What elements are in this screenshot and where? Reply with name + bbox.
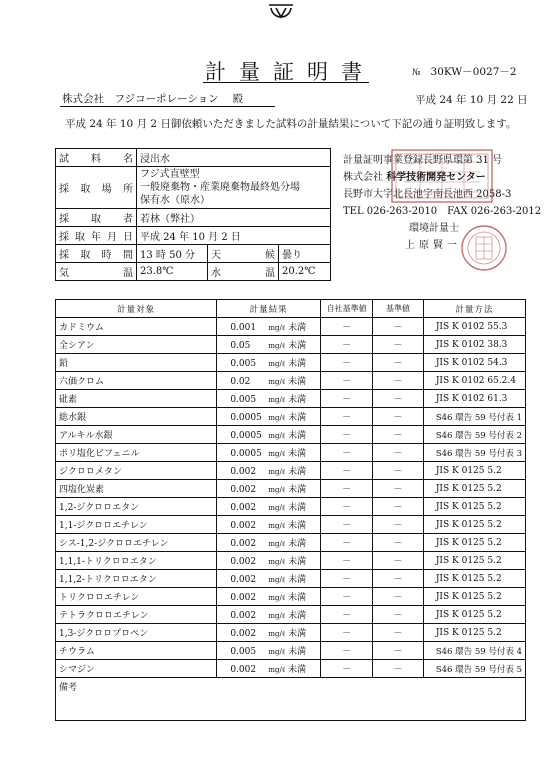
result-qualifier: 未満 bbox=[288, 593, 307, 603]
result-value: 0.05 bbox=[230, 341, 251, 351]
result-method: S46 環告 59 号付表 1 bbox=[423, 408, 525, 426]
result-cell bbox=[217, 660, 321, 678]
result-cell bbox=[217, 606, 321, 624]
result-standard: － bbox=[373, 624, 424, 642]
result-standard: － bbox=[373, 372, 424, 390]
result-self-standard: － bbox=[320, 498, 372, 516]
client-company: 株式会社 フジコーポレーション bbox=[62, 93, 219, 105]
header-self-standard: 自社基準値 bbox=[320, 300, 372, 318]
result-value: 0.002 bbox=[230, 521, 257, 531]
result-qualifier: 未満 bbox=[288, 557, 307, 567]
table-row bbox=[56, 624, 526, 642]
result-item: ポリ塩化ビフェニル bbox=[56, 444, 217, 462]
company-logo-icon bbox=[267, 2, 295, 24]
result-value: 0.002 bbox=[230, 629, 257, 639]
result-value: 0.001 bbox=[230, 323, 257, 333]
notes-label: 備考 bbox=[56, 678, 526, 721]
result-method: JIS K 0102 61.3 bbox=[423, 390, 525, 408]
result-self-standard: － bbox=[320, 480, 372, 498]
result-qualifier: 未満 bbox=[288, 359, 307, 369]
result-standard: － bbox=[373, 426, 424, 444]
result-value: 0.002 bbox=[230, 611, 257, 621]
table-row bbox=[56, 660, 526, 678]
result-unit: mg/ℓ bbox=[268, 450, 286, 458]
result-unit: mg/ℓ bbox=[268, 396, 286, 404]
result-qualifier: 未満 bbox=[288, 413, 307, 423]
date-label-text: 採 取 年 月 日 bbox=[59, 232, 133, 243]
result-unit: mg/ℓ bbox=[268, 360, 286, 368]
sample-name-label bbox=[56, 149, 137, 167]
result-self-standard: － bbox=[320, 552, 372, 570]
collector-label-text: 採 取 者 bbox=[59, 214, 133, 225]
result-method: JIS K 0102 55.3 bbox=[423, 318, 525, 336]
result-standard: － bbox=[373, 354, 424, 372]
result-qualifier: 未満 bbox=[288, 395, 307, 405]
result-method: S46 環告 59 号付表 2 bbox=[423, 426, 525, 444]
place-value bbox=[137, 167, 331, 209]
result-standard: － bbox=[373, 642, 424, 660]
results-body bbox=[56, 318, 526, 678]
table-row bbox=[56, 642, 526, 660]
company-prefix: 株式会社 bbox=[343, 172, 383, 183]
table-row bbox=[56, 498, 526, 516]
result-cell bbox=[217, 570, 321, 588]
result-value: 0.002 bbox=[230, 467, 257, 477]
result-method: JIS K 0125 5.2 bbox=[423, 588, 525, 606]
weather-label-text: 天 候 bbox=[211, 250, 275, 261]
document-number bbox=[412, 64, 517, 79]
table-row bbox=[56, 516, 526, 534]
result-item: 1,1,2-トリクロロエタン bbox=[56, 570, 217, 588]
result-cell bbox=[217, 336, 321, 354]
result-item: トリクロロエチレン bbox=[56, 588, 217, 606]
result-method: S46 環告 59 号付表 5 bbox=[423, 660, 525, 678]
place-line-2: 一般廃棄物・産業廃棄物最終処分場 bbox=[140, 182, 300, 193]
result-unit: mg/ℓ bbox=[268, 504, 286, 512]
time-value: 13 時 50 分 bbox=[137, 245, 208, 263]
result-standard: － bbox=[373, 462, 424, 480]
official-title: 環境計量士 bbox=[409, 223, 459, 234]
result-cell bbox=[217, 498, 321, 516]
collector-label bbox=[56, 209, 137, 227]
result-qualifier: 未満 bbox=[288, 665, 307, 675]
result-cell bbox=[217, 318, 321, 336]
table-row bbox=[56, 588, 526, 606]
result-unit: mg/ℓ bbox=[268, 522, 286, 530]
result-self-standard: － bbox=[320, 606, 372, 624]
result-item: 六価クロム bbox=[56, 372, 217, 390]
result-item: アルキル水銀 bbox=[56, 426, 217, 444]
header-item: 計量対象 bbox=[56, 300, 217, 318]
result-qualifier: 未満 bbox=[288, 341, 307, 351]
result-unit: mg/ℓ bbox=[268, 342, 286, 350]
result-self-standard: － bbox=[320, 426, 372, 444]
result-method: JIS K 0125 5.2 bbox=[423, 498, 525, 516]
result-item: 総水銀 bbox=[56, 408, 217, 426]
result-value: 0.0005 bbox=[230, 413, 262, 423]
result-item: 四塩化炭素 bbox=[56, 480, 217, 498]
certifier-phone-fax: TEL 026-263-2010 FAX 026-263-2012 bbox=[343, 206, 542, 217]
result-unit: mg/ℓ bbox=[268, 324, 286, 332]
result-method: JIS K 0125 5.2 bbox=[423, 624, 525, 642]
result-unit: mg/ℓ bbox=[268, 378, 286, 386]
sample-name-label-text: 試 料 名 bbox=[59, 154, 133, 165]
result-self-standard: － bbox=[320, 390, 372, 408]
result-item: ジクロロメタン bbox=[56, 462, 217, 480]
date-value: 平成 24 年 10 月 2 日 bbox=[137, 227, 331, 245]
result-method: JIS K 0125 5.2 bbox=[423, 480, 525, 498]
results-header-row bbox=[56, 300, 526, 318]
table-row bbox=[56, 318, 526, 336]
result-standard: － bbox=[373, 480, 424, 498]
result-self-standard: － bbox=[320, 624, 372, 642]
official-seal-icon bbox=[460, 224, 508, 272]
result-unit: mg/ℓ bbox=[268, 612, 286, 620]
result-standard: － bbox=[373, 660, 424, 678]
weather-label bbox=[208, 245, 279, 263]
result-value: 0.005 bbox=[230, 395, 257, 405]
result-value: 0.002 bbox=[230, 665, 257, 675]
result-cell bbox=[217, 624, 321, 642]
result-qualifier: 未満 bbox=[288, 629, 307, 639]
table-row bbox=[56, 552, 526, 570]
table-row bbox=[56, 534, 526, 552]
certifier-address: 長野市大字北長池字南長池西 2058-3 bbox=[343, 189, 512, 200]
result-item: シマジン bbox=[56, 660, 217, 678]
result-qualifier: 未満 bbox=[288, 377, 307, 387]
result-cell bbox=[217, 516, 321, 534]
result-method: JIS K 0125 5.2 bbox=[423, 516, 525, 534]
result-item: テトラクロロエチレン bbox=[56, 606, 217, 624]
sample-name-value: 浸出水 bbox=[137, 149, 331, 167]
result-cell bbox=[217, 408, 321, 426]
weather-value: 曇り bbox=[279, 245, 331, 263]
result-method: S46 環告 59 号付表 3 bbox=[423, 444, 525, 462]
result-value: 0.002 bbox=[230, 593, 257, 603]
water-temp-value: 20.2℃ bbox=[279, 263, 331, 281]
table-row bbox=[56, 408, 526, 426]
time-label bbox=[56, 245, 137, 263]
client-honorific: 殿 bbox=[232, 93, 244, 105]
result-standard: － bbox=[373, 534, 424, 552]
result-self-standard: － bbox=[320, 336, 372, 354]
result-standard: － bbox=[373, 444, 424, 462]
result-standard: － bbox=[373, 390, 424, 408]
table-row bbox=[56, 426, 526, 444]
result-self-standard: － bbox=[320, 660, 372, 678]
result-value: 0.02 bbox=[230, 377, 251, 387]
result-self-standard: － bbox=[320, 642, 372, 660]
result-cell bbox=[217, 534, 321, 552]
result-qualifier: 未満 bbox=[288, 521, 307, 531]
result-unit: mg/ℓ bbox=[268, 432, 286, 440]
result-cell bbox=[217, 552, 321, 570]
table-row bbox=[56, 372, 526, 390]
result-cell bbox=[217, 480, 321, 498]
result-method: JIS K 0125 5.2 bbox=[423, 570, 525, 588]
result-cell bbox=[217, 588, 321, 606]
result-value: 0.002 bbox=[230, 503, 257, 513]
result-standard: － bbox=[373, 336, 424, 354]
client-name bbox=[62, 91, 243, 106]
result-self-standard: － bbox=[320, 462, 372, 480]
result-self-standard: － bbox=[320, 318, 372, 336]
result-unit: mg/ℓ bbox=[268, 468, 286, 476]
result-item: 砒素 bbox=[56, 390, 217, 408]
result-standard: － bbox=[373, 588, 424, 606]
result-qualifier: 未満 bbox=[288, 611, 307, 621]
company-name: 科学技術開発センター bbox=[386, 172, 486, 183]
result-qualifier: 未満 bbox=[288, 323, 307, 333]
result-qualifier: 未満 bbox=[288, 575, 307, 585]
table-row bbox=[56, 444, 526, 462]
result-unit: mg/ℓ bbox=[268, 666, 286, 674]
table-row bbox=[56, 606, 526, 624]
result-self-standard: － bbox=[320, 444, 372, 462]
document-number-label: № bbox=[412, 68, 421, 78]
result-method: JIS K 0125 5.2 bbox=[423, 462, 525, 480]
table-row bbox=[56, 390, 526, 408]
place-label-text: 採 取 場 所 bbox=[59, 184, 133, 195]
result-standard: － bbox=[373, 318, 424, 336]
result-cell bbox=[217, 372, 321, 390]
result-self-standard: － bbox=[320, 354, 372, 372]
result-value: 0.002 bbox=[230, 557, 257, 567]
result-method: JIS K 0102 38.3 bbox=[423, 336, 525, 354]
results-table bbox=[55, 299, 526, 721]
result-self-standard: － bbox=[320, 372, 372, 390]
intro-text: 平成 24 年 10 月 2 日御依頼いただきました試料の計量結果について下記の通り証明致します。 bbox=[65, 118, 517, 130]
result-standard: － bbox=[373, 408, 424, 426]
result-unit: mg/ℓ bbox=[268, 558, 286, 566]
result-value: 0.002 bbox=[230, 575, 257, 585]
registration-number: 計量証明事業登録長野県環第 31 号 bbox=[343, 155, 503, 166]
result-unit: mg/ℓ bbox=[268, 486, 286, 494]
result-method: JIS K 0102 54.3 bbox=[423, 354, 525, 372]
result-qualifier: 未満 bbox=[288, 539, 307, 549]
result-self-standard: － bbox=[320, 516, 372, 534]
result-self-standard: － bbox=[320, 408, 372, 426]
issue-date: 平成 24 年 10 月 22 日 bbox=[415, 94, 528, 106]
result-unit: mg/ℓ bbox=[268, 414, 286, 422]
result-item: カドミウム bbox=[56, 318, 217, 336]
result-unit: mg/ℓ bbox=[268, 594, 286, 602]
result-item: 1,1,1-トリクロロエタン bbox=[56, 552, 217, 570]
result-item: 1,1-ジクロロエチレン bbox=[56, 516, 217, 534]
result-value: 0.0005 bbox=[230, 431, 262, 441]
place-label bbox=[56, 167, 137, 209]
result-method: S46 環告 59 号付表 4 bbox=[423, 642, 525, 660]
result-qualifier: 未満 bbox=[288, 467, 307, 477]
result-self-standard: － bbox=[320, 570, 372, 588]
client-underline bbox=[60, 106, 275, 107]
result-self-standard: － bbox=[320, 534, 372, 552]
air-temp-label bbox=[56, 263, 137, 281]
result-qualifier: 未満 bbox=[288, 431, 307, 441]
result-cell bbox=[217, 390, 321, 408]
result-standard: － bbox=[373, 516, 424, 534]
result-cell bbox=[217, 642, 321, 660]
table-row bbox=[56, 354, 526, 372]
company-seal-icon bbox=[390, 148, 494, 204]
result-value: 0.005 bbox=[230, 359, 257, 369]
air-temp-value: 23.8℃ bbox=[137, 263, 208, 281]
result-method: JIS K 0125 5.2 bbox=[423, 552, 525, 570]
result-qualifier: 未満 bbox=[288, 503, 307, 513]
air-temp-label-text: 気 温 bbox=[59, 268, 133, 279]
result-method: JIS K 0125 5.2 bbox=[423, 534, 525, 552]
notes-row bbox=[56, 678, 526, 721]
result-qualifier: 未満 bbox=[288, 647, 307, 657]
result-method: JIS K 0102 65.2.4 bbox=[423, 372, 525, 390]
document-title: 計量証明書 bbox=[205, 60, 375, 84]
result-cell bbox=[217, 444, 321, 462]
result-cell bbox=[217, 426, 321, 444]
result-item: チウラム bbox=[56, 642, 217, 660]
result-item: 鉛 bbox=[56, 354, 217, 372]
result-item: シス-1,2-ジクロロエチレン bbox=[56, 534, 217, 552]
result-value: 0.0005 bbox=[230, 449, 262, 459]
time-label-text: 採 取 時 間 bbox=[59, 250, 133, 261]
result-item: 1,2-ジクロロエタン bbox=[56, 498, 217, 516]
result-item: 全シアン bbox=[56, 336, 217, 354]
header-standard: 基準値 bbox=[373, 300, 424, 318]
result-self-standard: － bbox=[320, 588, 372, 606]
result-qualifier: 未満 bbox=[288, 485, 307, 495]
result-unit: mg/ℓ bbox=[268, 630, 286, 638]
result-unit: mg/ℓ bbox=[268, 576, 286, 584]
result-method: JIS K 0125 5.2 bbox=[423, 606, 525, 624]
place-line-3: 保有水（原水） bbox=[140, 195, 210, 206]
result-value: 0.002 bbox=[230, 485, 257, 495]
date-label bbox=[56, 227, 137, 245]
result-value: 0.002 bbox=[230, 539, 257, 549]
official-name: 上原賢一 bbox=[405, 240, 461, 251]
result-item: 1,3-ジクロロプロペン bbox=[56, 624, 217, 642]
place-line-1: フジ式直壁型 bbox=[140, 169, 200, 180]
result-standard: － bbox=[373, 606, 424, 624]
result-standard: － bbox=[373, 552, 424, 570]
water-temp-label bbox=[208, 263, 279, 281]
table-row bbox=[56, 480, 526, 498]
document-number-value: 30KW－0027－2 bbox=[430, 66, 517, 78]
header-result: 計量結果 bbox=[217, 300, 321, 318]
table-row bbox=[56, 336, 526, 354]
result-cell bbox=[217, 354, 321, 372]
header-method: 計量方法 bbox=[423, 300, 525, 318]
result-unit: mg/ℓ bbox=[268, 648, 286, 656]
result-standard: － bbox=[373, 498, 424, 516]
sample-info-table bbox=[55, 148, 331, 281]
result-cell bbox=[217, 462, 321, 480]
result-qualifier: 未満 bbox=[288, 449, 307, 459]
water-temp-label-text: 水 温 bbox=[211, 268, 275, 279]
result-standard: － bbox=[373, 570, 424, 588]
result-value: 0.005 bbox=[230, 647, 257, 657]
table-row bbox=[56, 462, 526, 480]
collector-value: 若林（弊社） bbox=[137, 209, 331, 227]
title-underline bbox=[203, 82, 369, 83]
result-unit: mg/ℓ bbox=[268, 540, 286, 548]
table-row bbox=[56, 570, 526, 588]
